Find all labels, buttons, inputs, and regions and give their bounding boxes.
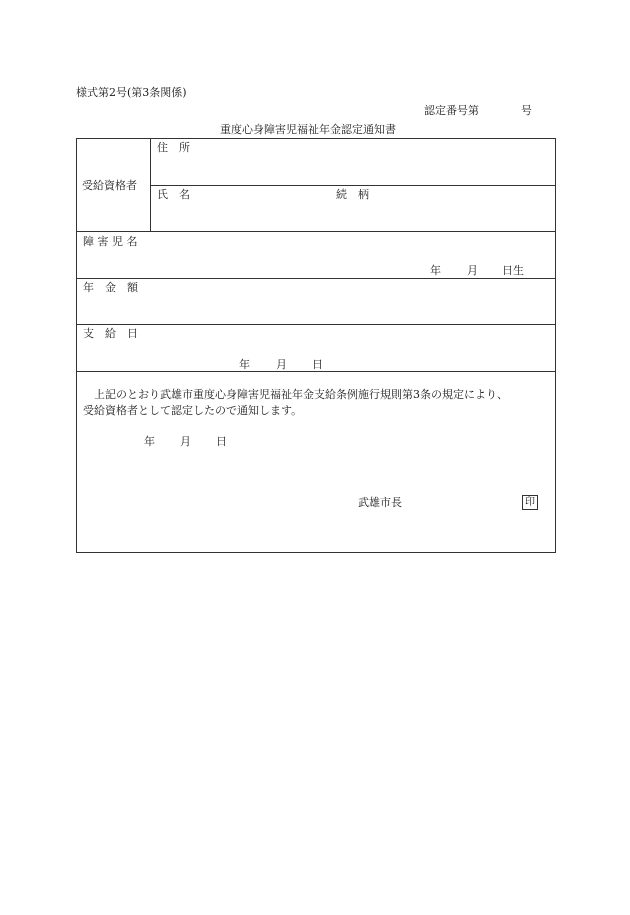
row-divider-4 xyxy=(76,371,556,372)
birth-month: 月 xyxy=(467,264,478,277)
seal-mark: 印 xyxy=(522,495,538,510)
name-label: 氏 名 xyxy=(157,188,190,201)
address-label: 住 所 xyxy=(157,141,190,154)
notice-date-day: 日 xyxy=(216,435,227,448)
pension-amount-label: 年 金 額 xyxy=(83,281,138,294)
notice-line-2: 受給資格者として認定したので通知します。 xyxy=(83,404,303,417)
form-number: 様式第2号(第3条関係) xyxy=(76,86,187,99)
payment-day: 日 xyxy=(312,358,323,371)
qualified-person-label: 受給資格者 xyxy=(82,179,137,192)
row-divider-3 xyxy=(76,324,556,325)
form-table xyxy=(76,138,556,553)
payment-date-label: 支 給 日 xyxy=(83,327,138,340)
payment-month: 月 xyxy=(276,358,287,371)
row-divider-2 xyxy=(76,278,556,279)
payment-year: 年 xyxy=(239,358,250,371)
document-title: 重度心身障害児福祉年金認定通知書 xyxy=(220,123,396,136)
birth-day: 日生 xyxy=(502,264,524,277)
address-row-divider xyxy=(150,185,556,186)
birth-year: 年 xyxy=(430,264,441,277)
disabled-child-label: 障 害 児 名 xyxy=(83,235,138,248)
notice-date-month: 月 xyxy=(180,435,191,448)
cert-number-prefix: 認定番号第 xyxy=(424,104,479,117)
relation-label: 続 柄 xyxy=(336,188,369,201)
cert-number-suffix: 号 xyxy=(521,104,532,117)
row-divider-1 xyxy=(76,231,556,232)
notice-date-year: 年 xyxy=(144,435,155,448)
notice-line-1: 上記のとおり武雄市重度心身障害児福祉年金支給条例施行規則第3条の規定により、 xyxy=(94,388,508,401)
issuer-name: 武雄市長 xyxy=(358,496,402,509)
